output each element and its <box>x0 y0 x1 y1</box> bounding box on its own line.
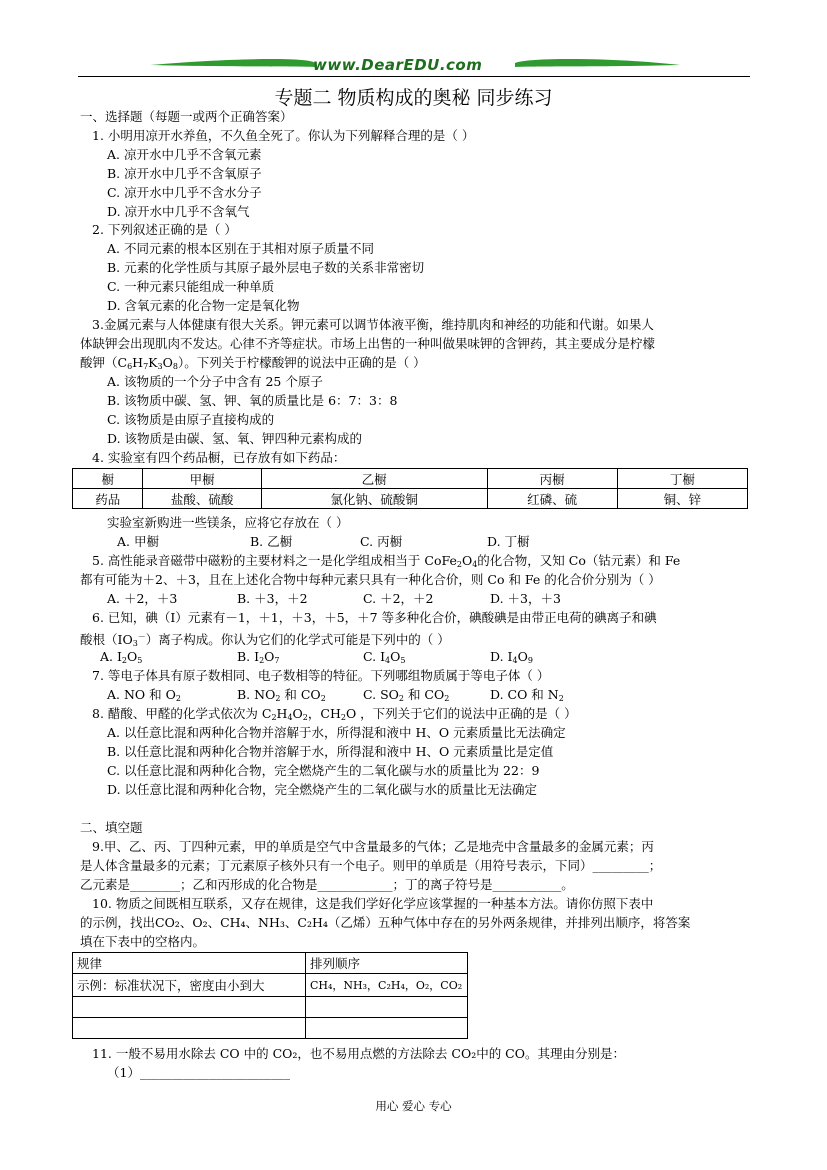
section-heading: 一、选择题（每题一或两个正确答案） <box>80 109 293 124</box>
question-10: 10. 物质之间既相互联系，又存在规律，这是我们学好化学应该掌握的一种基本方法。请你仿照下表中 <box>92 896 654 911</box>
option: C. $SO_2$ 和 $CO_2$ <box>363 687 450 703</box>
option: B. 该物质中碳、氢、钾、氧的质量比是 6：7：3：8 <box>107 393 398 408</box>
option: C. 丙橱 <box>360 534 403 549</box>
option: B. 元素的化学性质与其原子最外层电子数的关系非常密切 <box>107 260 425 275</box>
question-5-line: 都有可能为＋2、＋3，且在上述化合物中每种元素只具有一种化合价，则 Co 和 Fe 的化合价分别为（ ） <box>80 572 661 587</box>
option: A. NO 和 $O_2$ <box>107 687 181 703</box>
answer-cell[interactable] <box>73 997 306 1018</box>
rules-table <box>72 952 468 1039</box>
option: D. CO 和 $N_2$ <box>490 687 564 703</box>
answer-cell[interactable] <box>306 1018 468 1039</box>
table-row: 药品 盐酸、硫酸 氯化钠、硫酸铜 红磷、硫 铜、锌 <box>73 489 748 509</box>
answer-cell[interactable] <box>73 1018 306 1039</box>
question-9-line: 是人体含量最多的元素；丁元素原子核外只有一个电子。则甲的单质是（用符号表示，下同）_________； <box>80 858 662 873</box>
answer-cell[interactable] <box>306 997 468 1018</box>
option: C. $I_4O_5$ <box>363 649 406 665</box>
header-rule <box>78 76 750 77</box>
option: A. $I_2O_5$ <box>100 649 143 665</box>
option: D. 该物质是由碳、氢、氧、钾四种元素构成的 <box>107 431 363 446</box>
option: C. 一种元素只能组成一种单质 <box>107 279 275 294</box>
question-4-line: 实验室新购进一些镁条，应将它存放在（ ） <box>107 515 349 530</box>
option: B. 以任意比混和两种化合物并溶解于水，所得混和液中 H、O 元素质量比是定值 <box>107 744 554 759</box>
option: C. 以任意比混和两种化合物，完全燃烧产生的二氧化碳与水的质量比为 22：9 <box>107 763 540 778</box>
option: D. ＋3，＋3 <box>490 591 561 606</box>
option: B. $I_2O_7$ <box>237 649 280 665</box>
question-9: 9.甲、乙、丙、丁四种元素，甲的单质是空气中含量最多的气体；乙是地壳中含量最多的金属元素；丙 <box>92 839 654 854</box>
question-10-line: 填在下表中的空格内。 <box>80 934 206 949</box>
question-9-line: 乙元素是________；乙和丙形成的化合物是____________；丁的离子符号是___________。 <box>80 877 574 892</box>
question-1: 1. 小明用凉开水养鱼，不久鱼全死了。你认为下列解释合理的是（ ） <box>92 128 475 143</box>
option: C. 凉开水中几乎不含水分子 <box>107 185 262 200</box>
table-row: 示例：标准状况下，密度由小到大 CH₄，NH₃，C₂H₄，O₂，CO₂ <box>73 974 468 997</box>
option: B. $NO_2$ 和 $CO_2$ <box>237 687 326 703</box>
option: A. 以任意比混和两种化合物并溶解于水，所得混和液中 H、O 元素质量比无法确定 <box>107 725 566 740</box>
question-3-line: 体缺钾会出现肌肉不发达。心律不齐等症状。市场上出售的一种叫做果味钾的含钾药，其主要成分是柠檬 <box>80 336 656 351</box>
question-6-line: 酸根$(IO_3^-)$离子构成。你认为它们的化学式可能是下列中的（ ） <box>80 632 450 649</box>
section-heading: 二、填空题 <box>80 820 143 835</box>
question-8: 8. 醋酸、甲醛的化学式依次为 $C_2H_4O_2$，$CH_2O$ ，下列关于它们的说法中正确的是（ ） <box>92 706 577 722</box>
option: B. ＋3，＋2 <box>237 591 308 606</box>
site-logo-text: www.DearEDU.com <box>313 56 483 74</box>
cabinet-table <box>72 468 748 509</box>
question-4: 4. 实验室有四个药品橱，已存放有如下药品： <box>92 450 346 465</box>
table-row: 规律 排列顺序 <box>73 953 468 974</box>
option: D. $I_4O_9$ <box>490 649 533 665</box>
answer-blank: （1）________________________ <box>107 1065 290 1080</box>
table-row <box>73 1018 468 1039</box>
question-2: 2. 下列叙述正确的是（ ） <box>92 222 237 237</box>
table-row: 橱 甲橱 乙橱 丙橱 丁橱 <box>73 469 748 489</box>
option: A. ＋2，＋3 <box>107 591 178 606</box>
page-footer: 用心 爱心 专心 <box>375 1099 452 1113</box>
option: A. 凉开水中几乎不含氧元素 <box>107 147 262 162</box>
option: D. 含氧元素的化合物一定是氧化物 <box>107 298 300 313</box>
question-6: 6. 已知，碘（I）元素有－1，＋1，＋3，＋5，＋7 等多种化合价，碘酸碘是由带正电荷的碘离子和碘 <box>92 610 657 625</box>
question-10-line: 的示例，找出CO₂、O₂、CH₄、NH₃、C₂H₄（乙烯）五种气体中存在的另外两条规律，并排列出顺序，将答案 <box>80 915 691 930</box>
question-3: 3.金属元素与人体健康有很大关系。钾元素可以调节体液平衡，维持肌肉和神经的功能和代谢。如果人 <box>92 317 654 332</box>
option: B. 乙橱 <box>250 534 293 549</box>
question-3-line: 酸钾$(C_6H_7K_3O_8)$。下列关于柠檬酸钾的说法中正确的是（ ） <box>80 355 426 371</box>
option: C. 该物质是由原子直接构成的 <box>107 412 275 427</box>
option: A. 不同元素的根本区别在于其相对原子质量不同 <box>107 241 374 256</box>
option: D. 丁橱 <box>487 534 530 549</box>
page-title: 专题二 物质构成的奥秘 同步练习 <box>274 87 553 109</box>
option: A. 甲橱 <box>117 534 159 549</box>
option: B. 凉开水中几乎不含氧原子 <box>107 166 262 181</box>
option: D. 凉开水中几乎不含氧气 <box>107 204 250 219</box>
question-11: 11. 一般不易用水除去 CO 中的 CO₂，也不易用点燃的方法除去 CO₂中的 CO。其理由分别是： <box>92 1046 625 1061</box>
question-7: 7. 等电子体具有原子数相同、电子数相等的特征。下列哪组物质属于等电子体（ ） <box>92 668 550 683</box>
option: D. 以任意比混和两种化合物，完全燃烧产生的二氧化碳与水的质量比无法确定 <box>107 782 538 797</box>
option: A. 该物质的一个分子中含有 25 个原子 <box>107 374 323 389</box>
option: C. ＋2，＋2 <box>363 591 434 606</box>
table-row <box>73 997 468 1018</box>
question-5: 5. 高性能录音磁带中磁粉的主要材料之一是化学组成相当于 $CoFe_2O_4$的化合物，又知 Co（钴元素）和 Fe <box>92 553 681 569</box>
